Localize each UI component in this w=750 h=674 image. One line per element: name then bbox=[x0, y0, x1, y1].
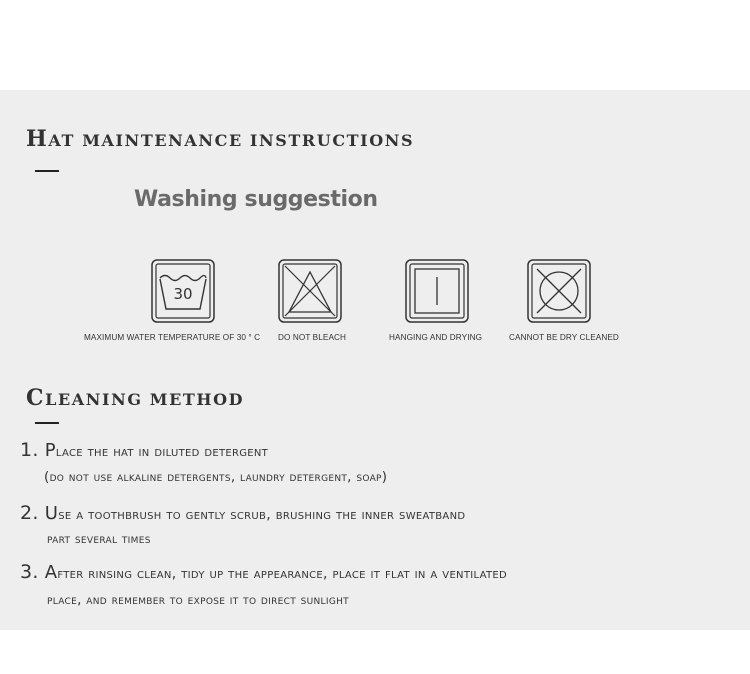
instruction-panel bbox=[0, 90, 750, 630]
maintenance-title: HAT MAINTENANCE INSTRUCTIONS bbox=[26, 126, 415, 152]
icon-caption-drying: HANGING AND DRYING bbox=[389, 333, 483, 342]
washing-subtitle: Washing suggestion bbox=[134, 187, 378, 212]
wash-temperature: 30 bbox=[173, 285, 193, 303]
step-1: 1. Place the hat in diluted detergent bbox=[20, 439, 269, 461]
step-1-detail: (do not use alkaline detergents, laundry detergent, soap) bbox=[44, 469, 388, 485]
line-dry-icon bbox=[405, 259, 469, 323]
do-not-dry-clean-icon bbox=[527, 259, 591, 323]
title-divider bbox=[35, 170, 59, 172]
do-not-bleach-icon bbox=[278, 259, 342, 323]
step-2: 2. Use a toothbrush to gently scrub, brushing the inner sweatband bbox=[20, 502, 466, 524]
washtub-30-icon bbox=[151, 259, 215, 323]
step-2-detail: part several times bbox=[47, 531, 151, 547]
icon-caption-dry-clean: CANNOT BE DRY CLEANED bbox=[509, 333, 619, 342]
cleaning-title: CLEANING METHOD bbox=[26, 385, 245, 411]
cleaning-divider bbox=[35, 422, 59, 424]
step-3: 3. After rinsing clean, tidy up the appearance, place it flat in a ventilated bbox=[20, 561, 507, 583]
icon-caption-temperature: MAXIMUM WATER TEMPERATURE OF 30 ° C bbox=[84, 333, 261, 342]
step-3-detail: place, and remember to expose it to direct sunlight bbox=[47, 592, 349, 608]
icon-caption-bleach: DO NOT BLEACH bbox=[278, 333, 347, 342]
